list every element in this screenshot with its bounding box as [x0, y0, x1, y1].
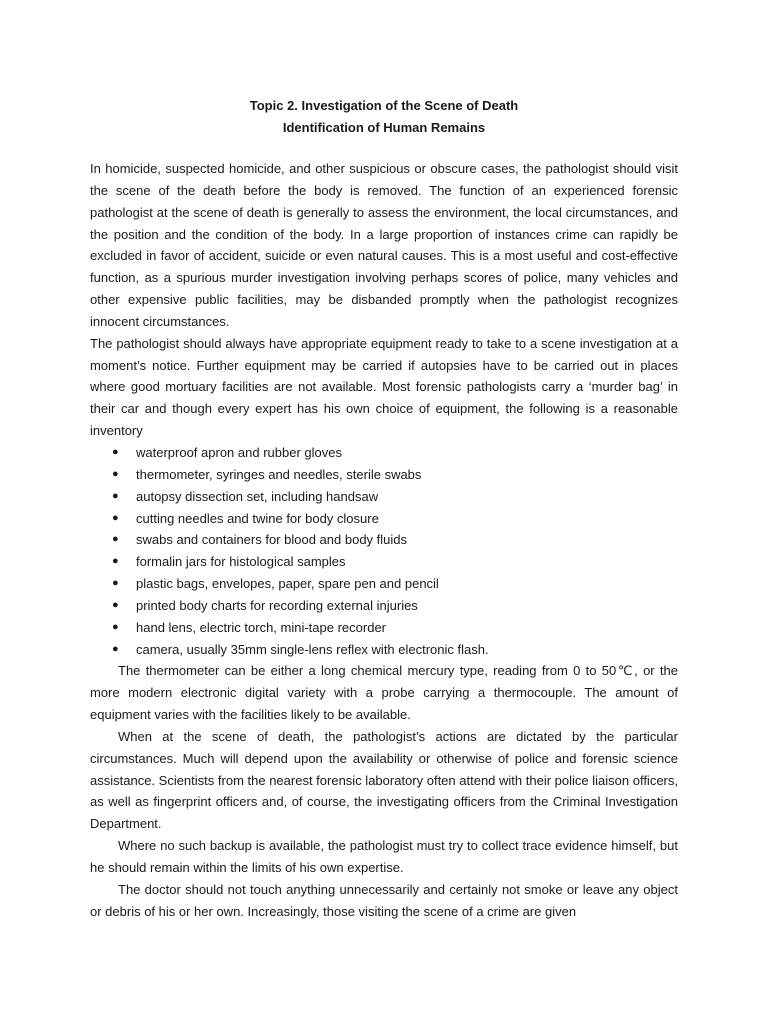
bullet-icon: ● — [112, 511, 119, 524]
paragraph-thermometer: The thermometer can be either a long chemical mercury type, reading from 0 to 50℃, or the more modern electronic digital variety with a probe carrying a thermocouple. The amount of equipment varies with the facilities likely to be available. — [90, 663, 678, 723]
paragraph-no-backup: Where no such backup is available, the pathologist must try to collect trace evidence himself, but he should remain within the limits of his own expertise. — [90, 838, 678, 875]
equipment-list — [90, 442, 678, 660]
bullet-icon: ● — [112, 555, 119, 568]
list-item-text: thermometer, syringes and needles, sterile swabs — [136, 466, 422, 482]
bullet-icon: ● — [112, 642, 119, 655]
paragraph-doctor-conduct: The doctor should not touch anything unnecessarily and certainly not smoke or leave any object or debris of his or her own. Increasingly, those visiting the scene of a crime are given — [90, 881, 678, 919]
paragraph-intro: In homicide, suspected homicide, and other suspicious or obscure cases, the pathologist should visit the scene of the death before the body is removed. The function of an experienced forensic pathologist at the scene of death is generally to assess the environment, the local circumstances, and the position and the condition of the body. In a large proportion of instances crime can rapidly be excluded in favor of accident, suicide or even natural causes. This is a most useful and cost-effective function, as a spurious murder investigation involving perhaps scores of police, many vehicles and other expensive public facilities, may be disbanded promptly when the pathologist recognizes innocent circumstances. — [90, 161, 678, 329]
bullet-icon: ● — [112, 467, 119, 480]
bullet-icon: ● — [112, 445, 119, 458]
title-block — [90, 95, 678, 138]
paragraph-equipment: The pathologist should always have appropriate equipment ready to take to a scene investigation at a moment’s notice. Further equipment may be carried if autopsies have to be carried out in places where good mortuary facilities are not available. Most forensic pathologists carry a ‘murder bag’ in their car and though every expert has his own choice of equipment, the following is a reasonable inventory — [90, 335, 678, 439]
list-item — [110, 508, 678, 530]
list-item-text: formalin jars for histological samples — [136, 554, 346, 570]
bullet-icon: ● — [112, 598, 119, 611]
list-item — [110, 639, 678, 661]
bullet-icon: ● — [112, 489, 119, 502]
list-item — [110, 573, 678, 595]
topic-subtitle: Identification of Human Remains — [282, 119, 486, 135]
bullet-icon: ● — [112, 533, 119, 546]
document-page — [90, 95, 678, 923]
list-item-text: hand lens, electric torch, mini-tape recorder — [136, 619, 387, 635]
list-item — [110, 595, 678, 617]
list-item-text: plastic bags, envelopes, paper, spare pen and pencil — [136, 576, 439, 592]
list-item-text: printed body charts for recording external injuries — [136, 597, 418, 613]
list-item-text: autopsy dissection set, including handsaw — [136, 488, 379, 504]
list-item — [110, 617, 678, 639]
list-item-text: cutting needles and twine for body closure — [136, 510, 379, 526]
list-item-text: waterproof apron and rubber gloves — [136, 444, 342, 460]
bullet-icon: ● — [112, 620, 119, 633]
list-item-text: camera, usually 35mm single-lens reflex with electronic flash. — [136, 641, 489, 657]
list-item — [110, 464, 678, 486]
list-item — [110, 442, 678, 464]
list-item — [110, 486, 678, 508]
topic-title: Topic 2. Investigation of the Scene of Death — [249, 98, 519, 113]
bullet-icon: ● — [112, 577, 119, 590]
list-item-text: swabs and containers for blood and body fluids — [136, 532, 408, 548]
list-item — [110, 529, 678, 551]
list-item — [110, 551, 678, 573]
paragraph-scene-actions: When at the scene of death, the pathologist’s actions are dictated by the particular circumstances. Much will depend upon the availability or otherwise of police and forensic science assistance. Scientists from the nearest forensic laboratory often attend with their police liaison officers, as well as fingerprint officers and, of course, the investigating officers from the Criminal Investigation Department. — [90, 728, 678, 832]
